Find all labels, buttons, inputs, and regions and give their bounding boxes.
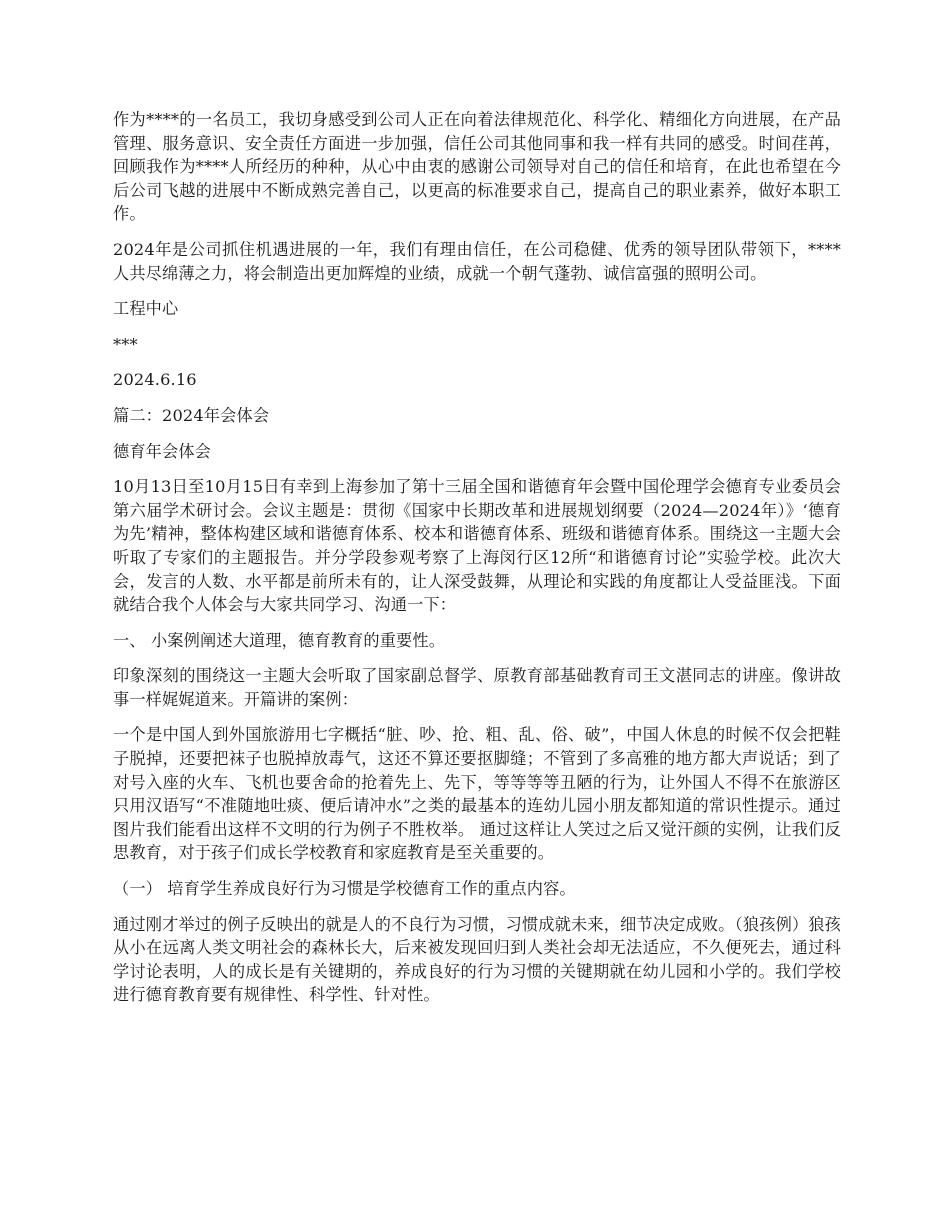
subheading-habits: （一） 培育学生养成良好行为习惯是学校德育工作的重点内容。: [113, 879, 576, 899]
paragraph-habits: 通过刚才举过的例子反映出的就是人的不良行为习惯，习惯成就未来，细节决定成败。（狼孩例）狼孩从小在远离人类文明社会的森林长大，后来被发现回归到人类社会却无法适应，不久便死去，通过科学讨论表明，人的成长是有关键期的，养成良好的行为习惯的关键期就在幼儿园和小学的。我们学校进行德育教育要有规律性、科学性、针对性。: [113, 914, 841, 1005]
paragraph-case-example: 一个是中国人到外国旅游用七字概括“脏、吵、抢、粗、乱、俗、破”，中国人休息的时候不仅会把鞋子脱掉，还要把袜子也脱掉放毒气，这还不算还要抠脚缝；不管到了多高雅的地方都大声说话；到了对号入座的火车、飞机也要舍命的抢着先上、先下，等等等等丑陋的行为，让外国人不得不在旅游区只用汉语写“不准随地吐痰、便后请冲水”之类的最基本的连幼儿园小朋友都知道的常识性提示。通过图片我们能看出这样不文明的行为例子不胜枚举。 通过这样让人笑过之后又觉汗颜的实例，让我们反思教育，对于孩子们成长学校教育和家庭教育是至关重要的。: [113, 725, 841, 863]
signature-department: 工程中心: [113, 299, 179, 319]
paragraph-conference-intro: 10月13日至10月15日有幸到上海参加了第十三届全国和谐德育年会暨中国伦理学会德育专业委员会第六届学术研讨会。会议主题是：贯彻《国家中长期改革和进展规划纲要（2024—2024年）》‘德育为先’精神，整体构建区域和谐德育体系、校本和谐德育体系、班级和谐德育体系。围绕这一主题大会听取了专家们的主题报告。并分学段参观考察了上海闵行区12所“和谐德育讨论”实验学校。此次大会，发言的人数、水平都是前所未有的，让人深受鼓舞，从理论和实践的角度都让人受益匪浅。下面就结合我个人体会与大家共同学习、沟通一下：: [113, 477, 841, 615]
signature-date: 2024.6.16: [113, 370, 197, 390]
document-body: [113, 108, 841, 1019]
signature-name: ***: [113, 334, 138, 354]
paragraph-lecture: 印象深刻的围绕这一主题大会听取了国家副总督学、原教育部基础教育司王文湛同志的讲座。像讲故事一样娓娓道来。开篇讲的案例：: [113, 666, 841, 709]
paragraph-year-outlook: 2024年是公司抓住机遇进展的一年，我们有理由信任，在公司稳健、优秀的领导团队带领下，****人共尽绵薄之力，将会制造出更加辉煌的业绩，成就一个朝气蓬勃、诚信富强的照明公司。: [113, 239, 841, 283]
article-title: 德育年会体会: [113, 441, 212, 461]
paragraph-employee-reflection: 作为****的一名员工，我切身感受到公司人正在向着法律规范化、科学化、精细化方向进展，在产品管理、服务意识、安全责任方面进一步加强，信任公司其他同事和我一样有共同的感受。时间荏苒，回顾我作为****人所经历的种种，从心中由衷的感谢公司领导对自己的信任和培育，在此也希望在今后公司飞越的进展中不断成熟完善自己，以更高的标准要求自己，提高自己的职业素养，做好本职工作。: [113, 110, 841, 224]
subheading-one: 一、 小案例阐述大道理，德育教育的重要性。: [113, 630, 446, 650]
section-heading: 篇二：2024年会体会: [113, 405, 270, 425]
